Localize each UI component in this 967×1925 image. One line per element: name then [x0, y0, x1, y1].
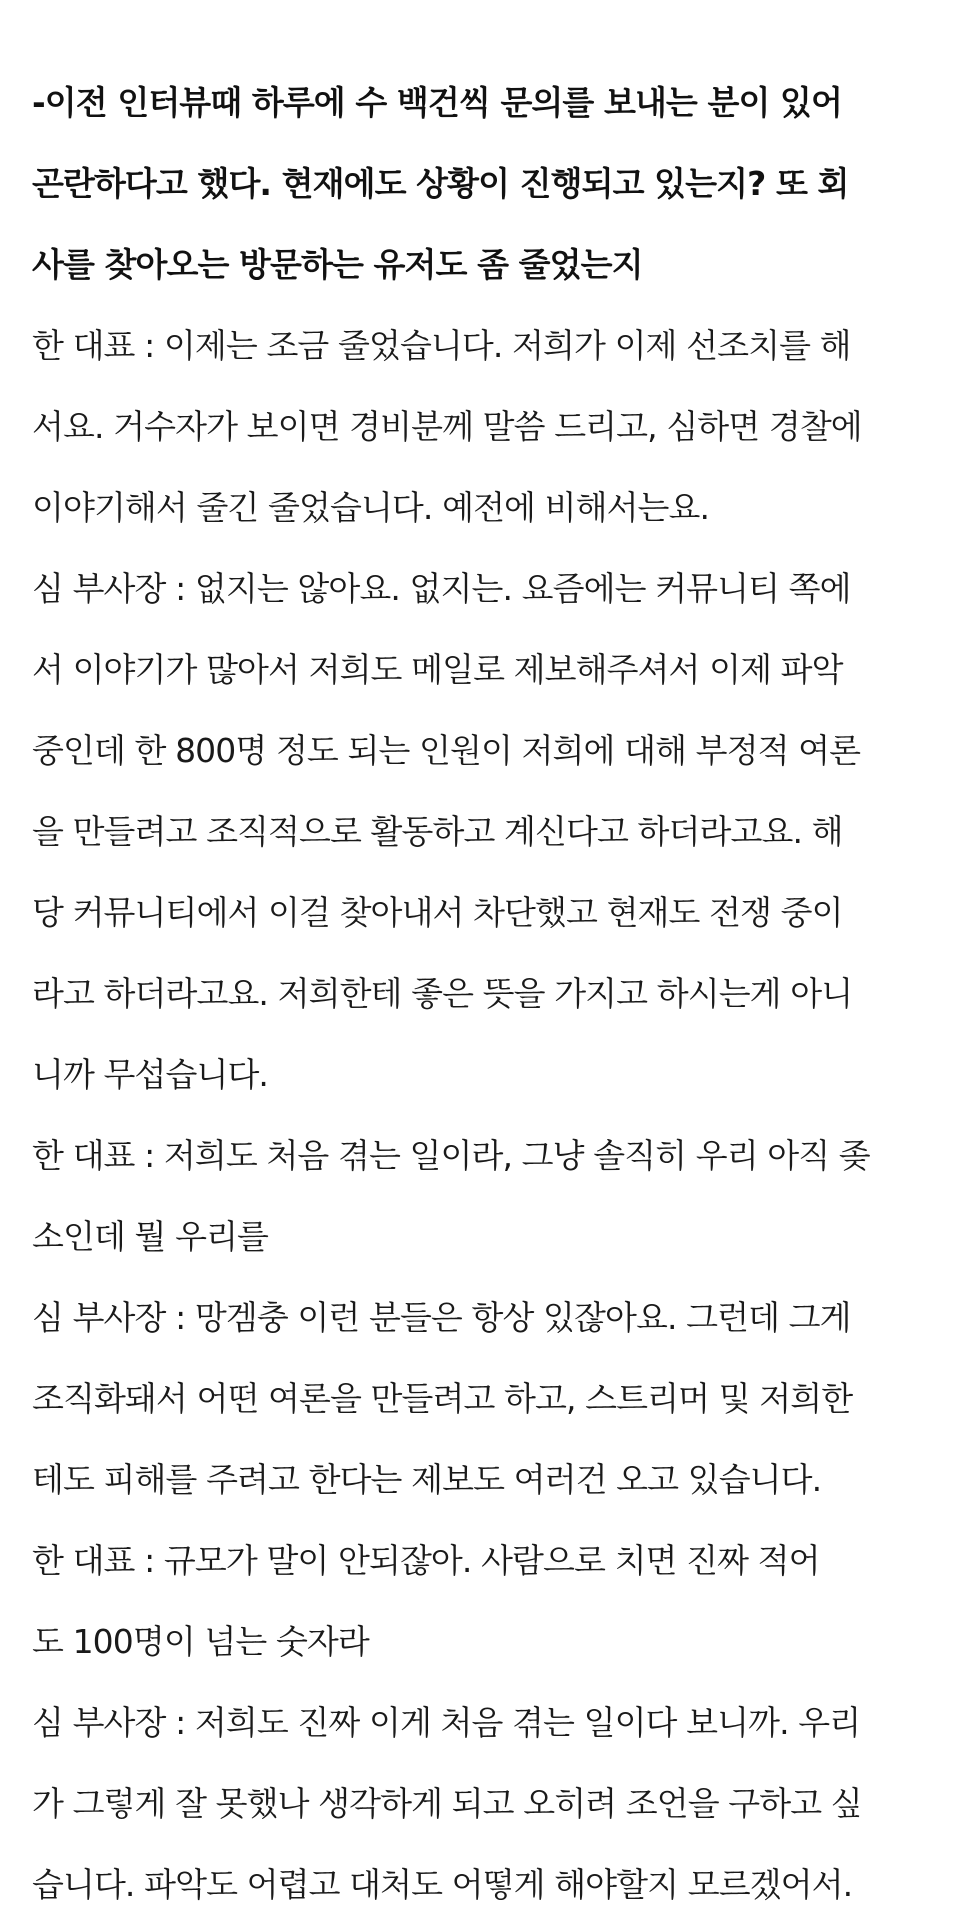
- answer-line: 중인데 한 800명 정도 되는 인원이 저희에 대해 부정적 여론: [32, 731, 861, 770]
- answer-line: 소인데 뭘 우리를: [32, 1217, 269, 1256]
- answer-sim-2: [32, 1277, 935, 1520]
- answer-line: 조직화돼서 어떤 여론을 만들려고 하고, 스트리머 및 저희한: [32, 1379, 853, 1418]
- answer-line: 심 부사장 : 없지는 않아요. 없지는. 요즘에는 커뮤니티 쪽에: [32, 569, 851, 608]
- answer-line: 한 대표 : 이제는 조금 줄었습니다. 저희가 이제 선조치를 해: [32, 326, 851, 365]
- answer-line: 도 100명이 넘는 숫자라: [32, 1622, 369, 1661]
- answer-sim-1: [32, 548, 935, 1115]
- question-line: -이전 인터뷰때 하루에 수 백건씩 문의를 보내는 분이 있어: [32, 83, 843, 122]
- answer-han-3: [32, 1520, 935, 1682]
- answer-line: 심 부사장 : 망겜충 이런 분들은 항상 있잖아요. 그런데 그게: [32, 1298, 851, 1337]
- answer-line: 테도 피해를 주려고 한다는 제보도 여러건 오고 있습니다.: [32, 1460, 822, 1499]
- answer-han-2: [32, 1115, 935, 1277]
- answer-line: 습니다. 파악도 어렵고 대처도 어떻게 해야할지 모르겠어서.: [32, 1865, 853, 1904]
- answer-line: 을 만들려고 조직적으로 활동하고 계신다고 하더라고요. 해: [32, 812, 843, 851]
- answer-line: 니까 무섭습니다.: [32, 1055, 269, 1094]
- interview-question: [32, 62, 935, 305]
- answer-line: 라고 하더라고요. 저희한테 좋은 뜻을 가지고 하시는게 아니: [32, 974, 853, 1013]
- answer-line: 한 대표 : 저희도 처음 겪는 일이라, 그냥 솔직히 우리 아직 좆: [32, 1136, 870, 1175]
- answer-line: 이야기해서 줄긴 줄었습니다. 예전에 비해서는요.: [32, 488, 710, 527]
- question-line: 사를 찾아오는 방문하는 유저도 좀 줄었는지: [32, 245, 643, 284]
- answer-line: 심 부사장 : 저희도 진짜 이게 처음 겪는 일이다 보니까. 우리: [32, 1703, 861, 1742]
- answer-line: 한 대표 : 규모가 말이 안되잖아. 사람으로 치면 진짜 적어: [32, 1541, 820, 1580]
- answer-han-1: [32, 305, 935, 548]
- answer-line: 서요. 거수자가 보이면 경비분께 말씀 드리고, 심하면 경찰에: [32, 407, 862, 446]
- question-line: 곤란하다고 했다. 현재에도 상황이 진행되고 있는지? 또 회: [32, 164, 849, 203]
- answer-line: 당 커뮤니티에서 이걸 찾아내서 차단했고 현재도 전쟁 중이: [32, 893, 843, 932]
- answer-sim-3: [32, 1682, 935, 1925]
- answer-line: 가 그렇게 잘 못했나 생각하게 되고 오히려 조언을 구하고 싶: [32, 1784, 862, 1823]
- answer-line: 서 이야기가 많아서 저희도 메일로 제보해주셔서 이제 파악: [32, 650, 843, 689]
